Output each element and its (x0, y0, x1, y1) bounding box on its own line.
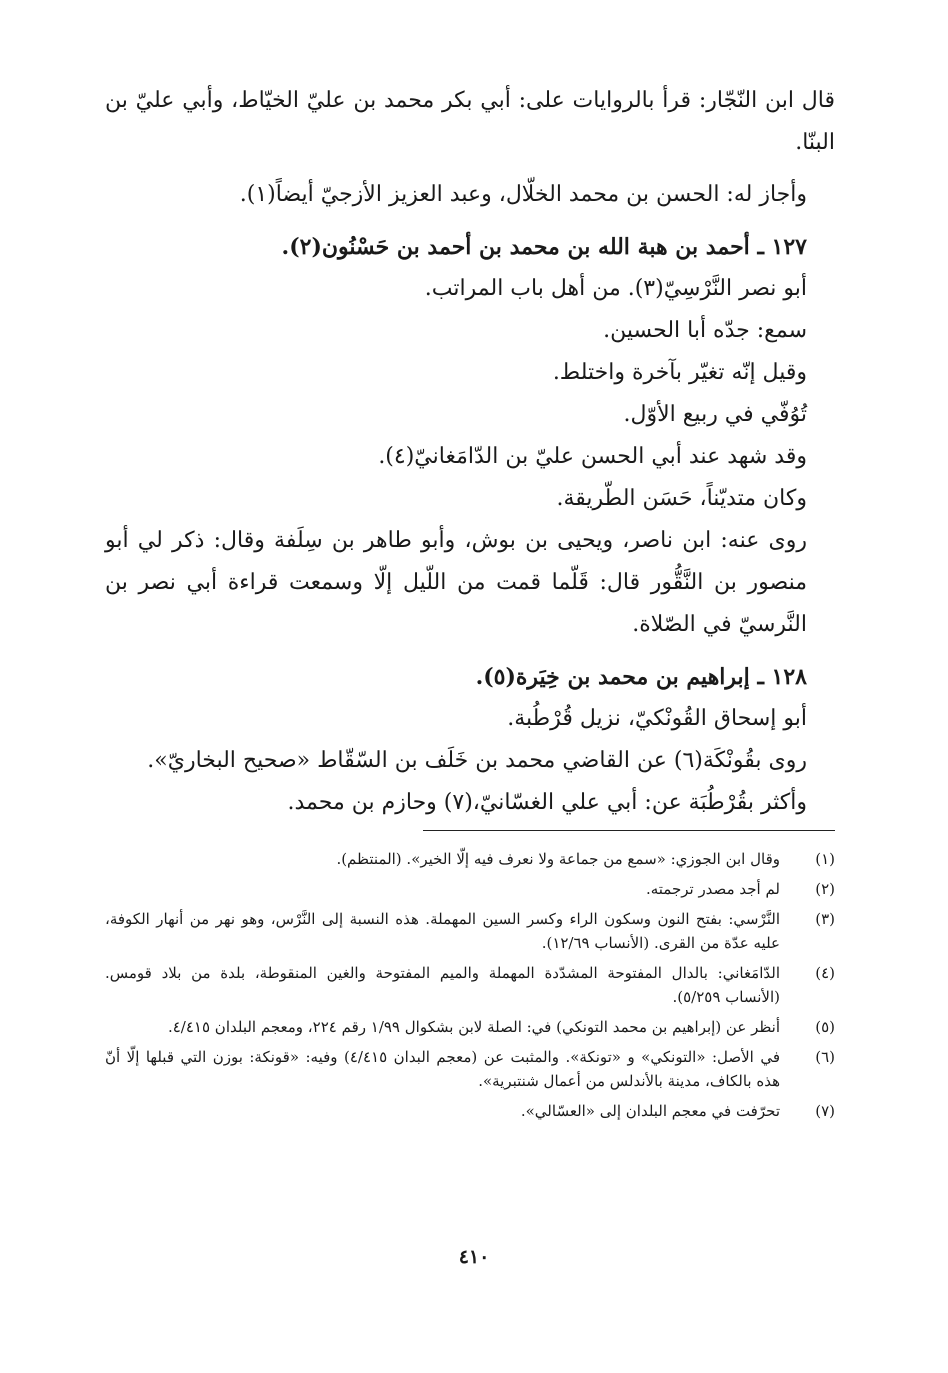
paragraph-abu-ishaq: أبو إسحاق القُونْكيّ، نزيل قُرْطُبة. (507, 706, 807, 731)
footnote-text: لم أجد مصدر ترجمته. (645, 880, 780, 898)
footnote-item (105, 847, 835, 871)
footnote-text: تحرّفت في معجم البلدان إلى «العسّالي». (520, 1102, 780, 1120)
footnote-item (105, 877, 835, 901)
paragraph-ijaza: وأجاز له: الحسن بن محمد الخلّال، وعبد العزيز الأزجيّ أيضاً(١). (239, 182, 807, 207)
footnote-text: في الأصل: «التونكي» و «تونكة». والمثبت عن (معجم البدان ٤/٤١٥) وفيه: «قونكة: بوزن التي قبلها إلّا أنّ هذه بالكاف، مدينة بالأندلس من أعمال شنتبرية». (105, 1048, 781, 1090)
footnote-item (105, 961, 835, 1009)
paragraph-akthar: وأكثر بقُرْطُبَة عن: أبي علي الغسّانيّ،(٧) وحازم بن محمد. (287, 790, 807, 815)
footnote-item (105, 907, 835, 955)
page-number: ٤١٠ (458, 1246, 490, 1268)
paragraph-tadayyun: وكان متديّناً، حَسَن الطّريقة. (556, 486, 807, 511)
footnote-number: (٣) (815, 910, 835, 928)
entry-heading-128: ١٢٨ ـ إبراهيم بن محمد بن خِيَرة(٥). (475, 664, 807, 690)
footnote-text: الدّامَغاني: بالدال المفتوحة المشدّدة المهملة والميم المفتوحة والغين المنقوطة، بلدة من بلاد قومس. (الأنساب ٥/٢٥٩). (105, 964, 780, 1006)
footnote-text: أنظر عن (إبراهيم بن محمد التونكي) في: الصلة لابن بشكوال ١/٩٩ رقم ٢٢٤، ومعجم البلدان ٤/٤١٥. (167, 1018, 780, 1036)
footnote-number: (٢) (815, 880, 835, 898)
main-text (105, 80, 835, 824)
paragraph-samia: سمع: جدّه أبا الحسين. (603, 318, 807, 343)
footnote-text: النَّرْسي: بفتح النون وسكون الراء وكسر السين المهملة. هذه النسبة إلى النَّرْس، وهو نهر من أنهار الكوفة، عليه عدّة من القرى. (الأنساب ١٢/٦٩). (105, 910, 780, 952)
footnote-item (105, 1099, 835, 1123)
footnote-number: (٥) (815, 1018, 835, 1036)
footnote-number: (٧) (815, 1102, 835, 1120)
paragraph-abu-nasr: أبو نصر النَّرْسِيّ(٣). من أهل باب المراتب. (424, 276, 807, 301)
footnote-divider (423, 830, 835, 831)
paragraph-shahada: وقد شهد عند أبي الحسن عليّ بن الدّامَغانيّ(٤). (378, 444, 807, 469)
paragraph-taghayyur: وقيل إنّه تغيّر بآخرة واختلط. (552, 360, 807, 385)
book-page (105, 80, 835, 1129)
footnote-number: (١) (815, 850, 835, 868)
footnote-item (105, 1015, 835, 1039)
footnote-item (105, 1045, 835, 1093)
footnote-text: وقال ابن الجوزي: «سمع من جماعة ولا نعرف فيه إلّا الخير». (المنتظم). (336, 850, 780, 868)
footnote-number: (٦) (815, 1048, 835, 1066)
paragraph-rawa-anhu: روى عنه: ابن ناصر، ويحيى بن بوش، وأبو طاهر بن سِلَفة وقال: ذكر لي أبو منصور بن النَّقُّور قال: قَلّما قمت من اللّيل إلّا وسمعت قراءة أبي نصر بن النَّرسيّ في الصّلاة. (105, 528, 807, 637)
footnote-number: (٤) (815, 964, 835, 982)
paragraph-ibn-najjar: قال ابن النّجّار: قرأ بالروايات على: أبي بكر محمد بن عليّ الخيّاط، وأبي عليّ بن البنّا. (105, 88, 835, 155)
paragraph-rawa-bi-qunka: روى بقُونْكَة(٦) عن القاضي محمد بن خَلَف بن السّقّاط «صحيح البخاريّ». (147, 748, 807, 773)
footnotes (105, 847, 835, 1123)
entry-heading-127: ١٢٧ ـ أحمد بن هبة الله بن محمد بن أحمد بن حَسْنُون(٢). (281, 234, 807, 260)
paragraph-death: تُوُفّي في ربيع الأوّل. (623, 402, 807, 427)
